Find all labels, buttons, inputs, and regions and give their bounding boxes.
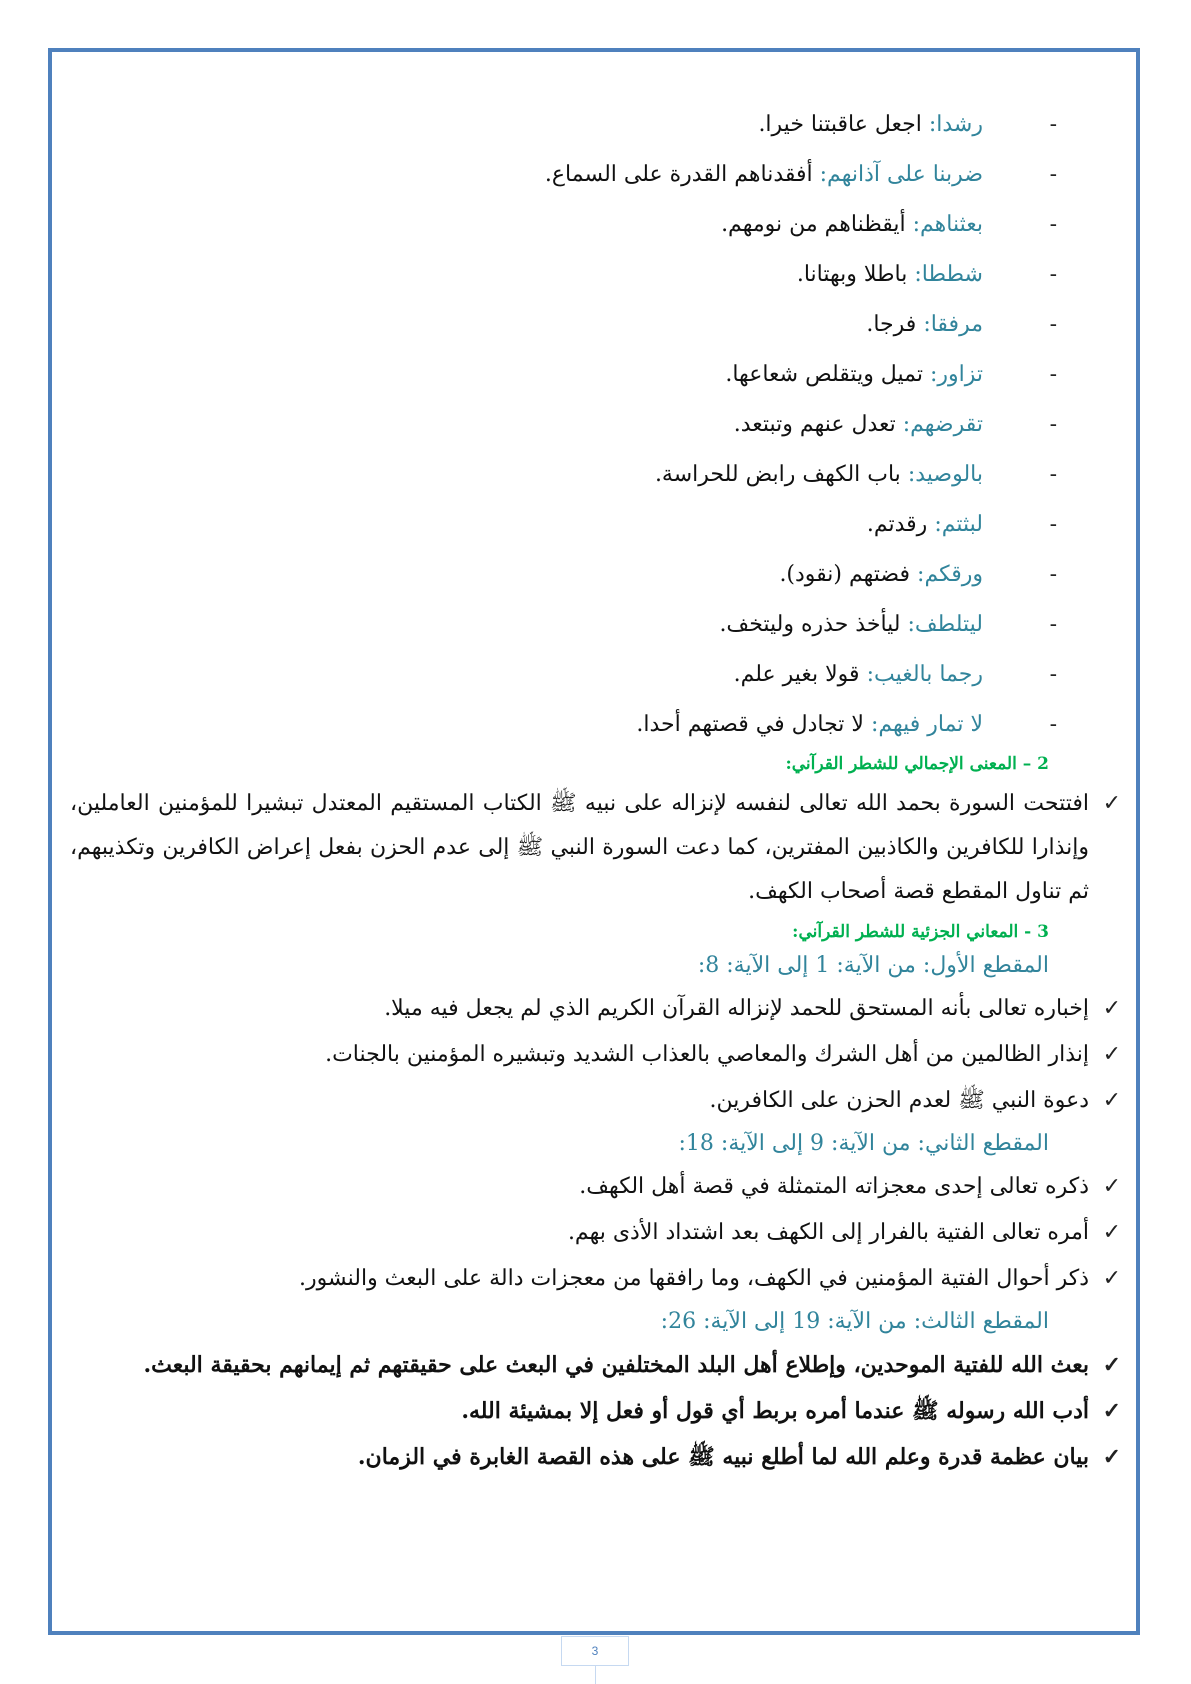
list-item bbox=[70, 1032, 1121, 1078]
vocab-definition: فضتهم (نقود). bbox=[779, 562, 911, 587]
list-dash: - bbox=[1049, 562, 1057, 587]
general-meaning-text: افتتحت السورة بحمد الله تعالى لنفسه لإنزاله على نبيه ﷺ الكتاب المستقيم المعتدل تبشيرا للمؤمنين العاملين، وإنذارا للكافرين والكاذبين المفترين، كما دعت السورة النبي ﷺ إلى عدم الحزن بفعل إعراض الكافرين وتكذيبهم، ثم تناول المقطع قصة أصحاب الكهف. bbox=[70, 791, 1089, 904]
list-item bbox=[70, 986, 1121, 1032]
list-dash: - bbox=[1049, 712, 1057, 737]
list-item-text: أمره تعالى الفتية بالفرار إلى الكهف بعد اشتداد الأذى بهم. bbox=[567, 1220, 1089, 1245]
vocab-item bbox=[70, 500, 1121, 550]
vocab-definition: اجعل عاقبتنا خيرا. bbox=[758, 112, 922, 137]
vocab-term: رجما بالغيب: bbox=[866, 662, 983, 687]
vocab-definition: رقدتم. bbox=[866, 512, 928, 537]
vocab-definition: لا تجادل في قصتهم أحدا. bbox=[636, 712, 864, 737]
checkmark-icon: ✓ bbox=[1102, 1352, 1121, 1378]
list-item bbox=[70, 1342, 1121, 1388]
vocab-term: ورقكم: bbox=[917, 562, 983, 587]
list-dash: - bbox=[1049, 162, 1057, 187]
vocab-item bbox=[70, 200, 1121, 250]
vocab-item bbox=[70, 650, 1121, 700]
vocab-term: ضربنا على آذانهم: bbox=[819, 162, 983, 187]
list-item bbox=[70, 1256, 1121, 1302]
vocab-term: ليتلطف: bbox=[907, 612, 983, 637]
list-item-text: بعث الله للفتية الموحدين، وإطلاع أهل البلد المختلفين في البعث على حقيقتهم ثم إيمانهم بحقيقة البعث. bbox=[143, 1352, 1089, 1378]
vocab-item bbox=[70, 550, 1121, 600]
vocab-definition: أيقظناهم من نومهم. bbox=[721, 212, 906, 237]
vocab-definition: ليأخذ حذره وليتخف. bbox=[719, 612, 901, 637]
list-item-text: دعوة النبي ﷺ لعدم الحزن على الكافرين. bbox=[709, 1088, 1089, 1113]
vocab-definition: فرجا. bbox=[866, 312, 917, 337]
list-dash: - bbox=[1049, 662, 1057, 687]
vocab-definition: باطلا وبهتانا. bbox=[796, 262, 908, 287]
page-number: 3 bbox=[561, 1636, 629, 1666]
section-title: المقطع الثالث: من الآية: 19 إلى الآية: 26: bbox=[660, 1309, 1049, 1334]
vocab-term: لا تمار فيهم: bbox=[870, 712, 983, 737]
vocabulary-list bbox=[70, 100, 1121, 750]
vocab-term: مرفقا: bbox=[923, 312, 983, 337]
list-item-text: إنذار الظالمين من أهل الشرك والمعاصي بالعذاب الشديد وتبشيره المؤمنين بالجنات. bbox=[325, 1042, 1089, 1067]
list-item bbox=[70, 1434, 1121, 1480]
vocab-term: تقرضهم: bbox=[902, 412, 983, 437]
checkmark-icon: ✓ bbox=[1102, 1266, 1121, 1291]
vocab-item bbox=[70, 450, 1121, 500]
vocab-term: لبثتم: bbox=[934, 512, 983, 537]
checkmark-icon: ✓ bbox=[1102, 1220, 1121, 1245]
list-dash: - bbox=[1049, 112, 1057, 137]
vocab-item bbox=[70, 700, 1121, 750]
list-dash: - bbox=[1049, 262, 1057, 287]
vocab-definition: تعدل عنهم وتبتعد. bbox=[733, 412, 896, 437]
vocab-term: رشدا: bbox=[928, 112, 983, 137]
list-dash: - bbox=[1049, 312, 1057, 337]
checkmark-icon: ✓ bbox=[1102, 1398, 1121, 1424]
checkmark-icon: ✓ bbox=[1102, 1174, 1121, 1199]
list-item bbox=[70, 1164, 1121, 1210]
checkmark-icon: ✓ bbox=[1102, 1088, 1121, 1113]
section-title: المقطع الثاني: من الآية: 9 إلى الآية: 18: bbox=[678, 1131, 1049, 1156]
list-item-text: ذكر أحوال الفتية المؤمنين في الكهف، وما رافقها من معجزات دالة على البعث والنشور. bbox=[299, 1266, 1089, 1291]
list-dash: - bbox=[1049, 512, 1057, 537]
general-meaning-paragraph bbox=[70, 782, 1121, 914]
document-body bbox=[70, 100, 1121, 1480]
checkmark-icon: ✓ bbox=[1102, 996, 1121, 1021]
list-item bbox=[70, 1078, 1121, 1124]
vocab-term: تزاور: bbox=[929, 362, 983, 387]
vocab-definition: أفقدناهم القدرة على السماع. bbox=[544, 162, 813, 187]
list-dash: - bbox=[1049, 412, 1057, 437]
checkmark-icon: ✓ bbox=[1102, 791, 1121, 816]
section-title: المقطع الأول: من الآية: 1 إلى الآية: 8: bbox=[697, 953, 1049, 978]
vocab-definition: تميل ويتقلص شعاعها. bbox=[725, 362, 923, 387]
list-dash: - bbox=[1049, 212, 1057, 237]
vocab-item bbox=[70, 150, 1121, 200]
vocab-item bbox=[70, 400, 1121, 450]
vocab-item bbox=[70, 250, 1121, 300]
list-dash: - bbox=[1049, 362, 1057, 387]
list-item bbox=[70, 1210, 1121, 1256]
vocab-term: بعثناهم: bbox=[912, 212, 983, 237]
page-number-divider bbox=[595, 1666, 596, 1684]
list-item-text: بيان عظمة قدرة وعلم الله لما أطلع نبيه ﷺ على هذه القصة الغابرة في الزمان. bbox=[357, 1444, 1089, 1470]
list-item-text: أدب الله رسوله ﷺ عندما أمره بربط أي قول أو فعل إلا بمشيئة الله. bbox=[461, 1398, 1089, 1424]
list-item-text: إخباره تعالى بأنه المستحق للحمد لإنزاله القرآن الكريم الذي لم يجعل فيه ميلا. bbox=[384, 996, 1089, 1021]
partial-meanings-heading: 3 - المعاني الجزئية للشطر القرآني: bbox=[792, 922, 1049, 942]
vocab-item bbox=[70, 100, 1121, 150]
vocab-item bbox=[70, 350, 1121, 400]
checkmark-icon: ✓ bbox=[1102, 1444, 1121, 1470]
list-item-text: ذكره تعالى إحدى معجزاته المتمثلة في قصة أهل الكهف. bbox=[579, 1174, 1089, 1199]
list-item bbox=[70, 1388, 1121, 1434]
vocab-item bbox=[70, 300, 1121, 350]
checkmark-icon: ✓ bbox=[1102, 1042, 1121, 1067]
general-meaning-heading: 2 – المعنى الإجمالي للشطر القرآني: bbox=[785, 754, 1049, 774]
vocab-term: شططا: bbox=[914, 262, 983, 287]
vocab-definition: قولا بغير علم. bbox=[733, 662, 860, 687]
vocab-term: بالوصيد: bbox=[907, 462, 983, 487]
vocab-definition: باب الكهف رابض للحراسة. bbox=[654, 462, 901, 487]
list-dash: - bbox=[1049, 612, 1057, 637]
vocab-item bbox=[70, 600, 1121, 650]
list-dash: - bbox=[1049, 462, 1057, 487]
